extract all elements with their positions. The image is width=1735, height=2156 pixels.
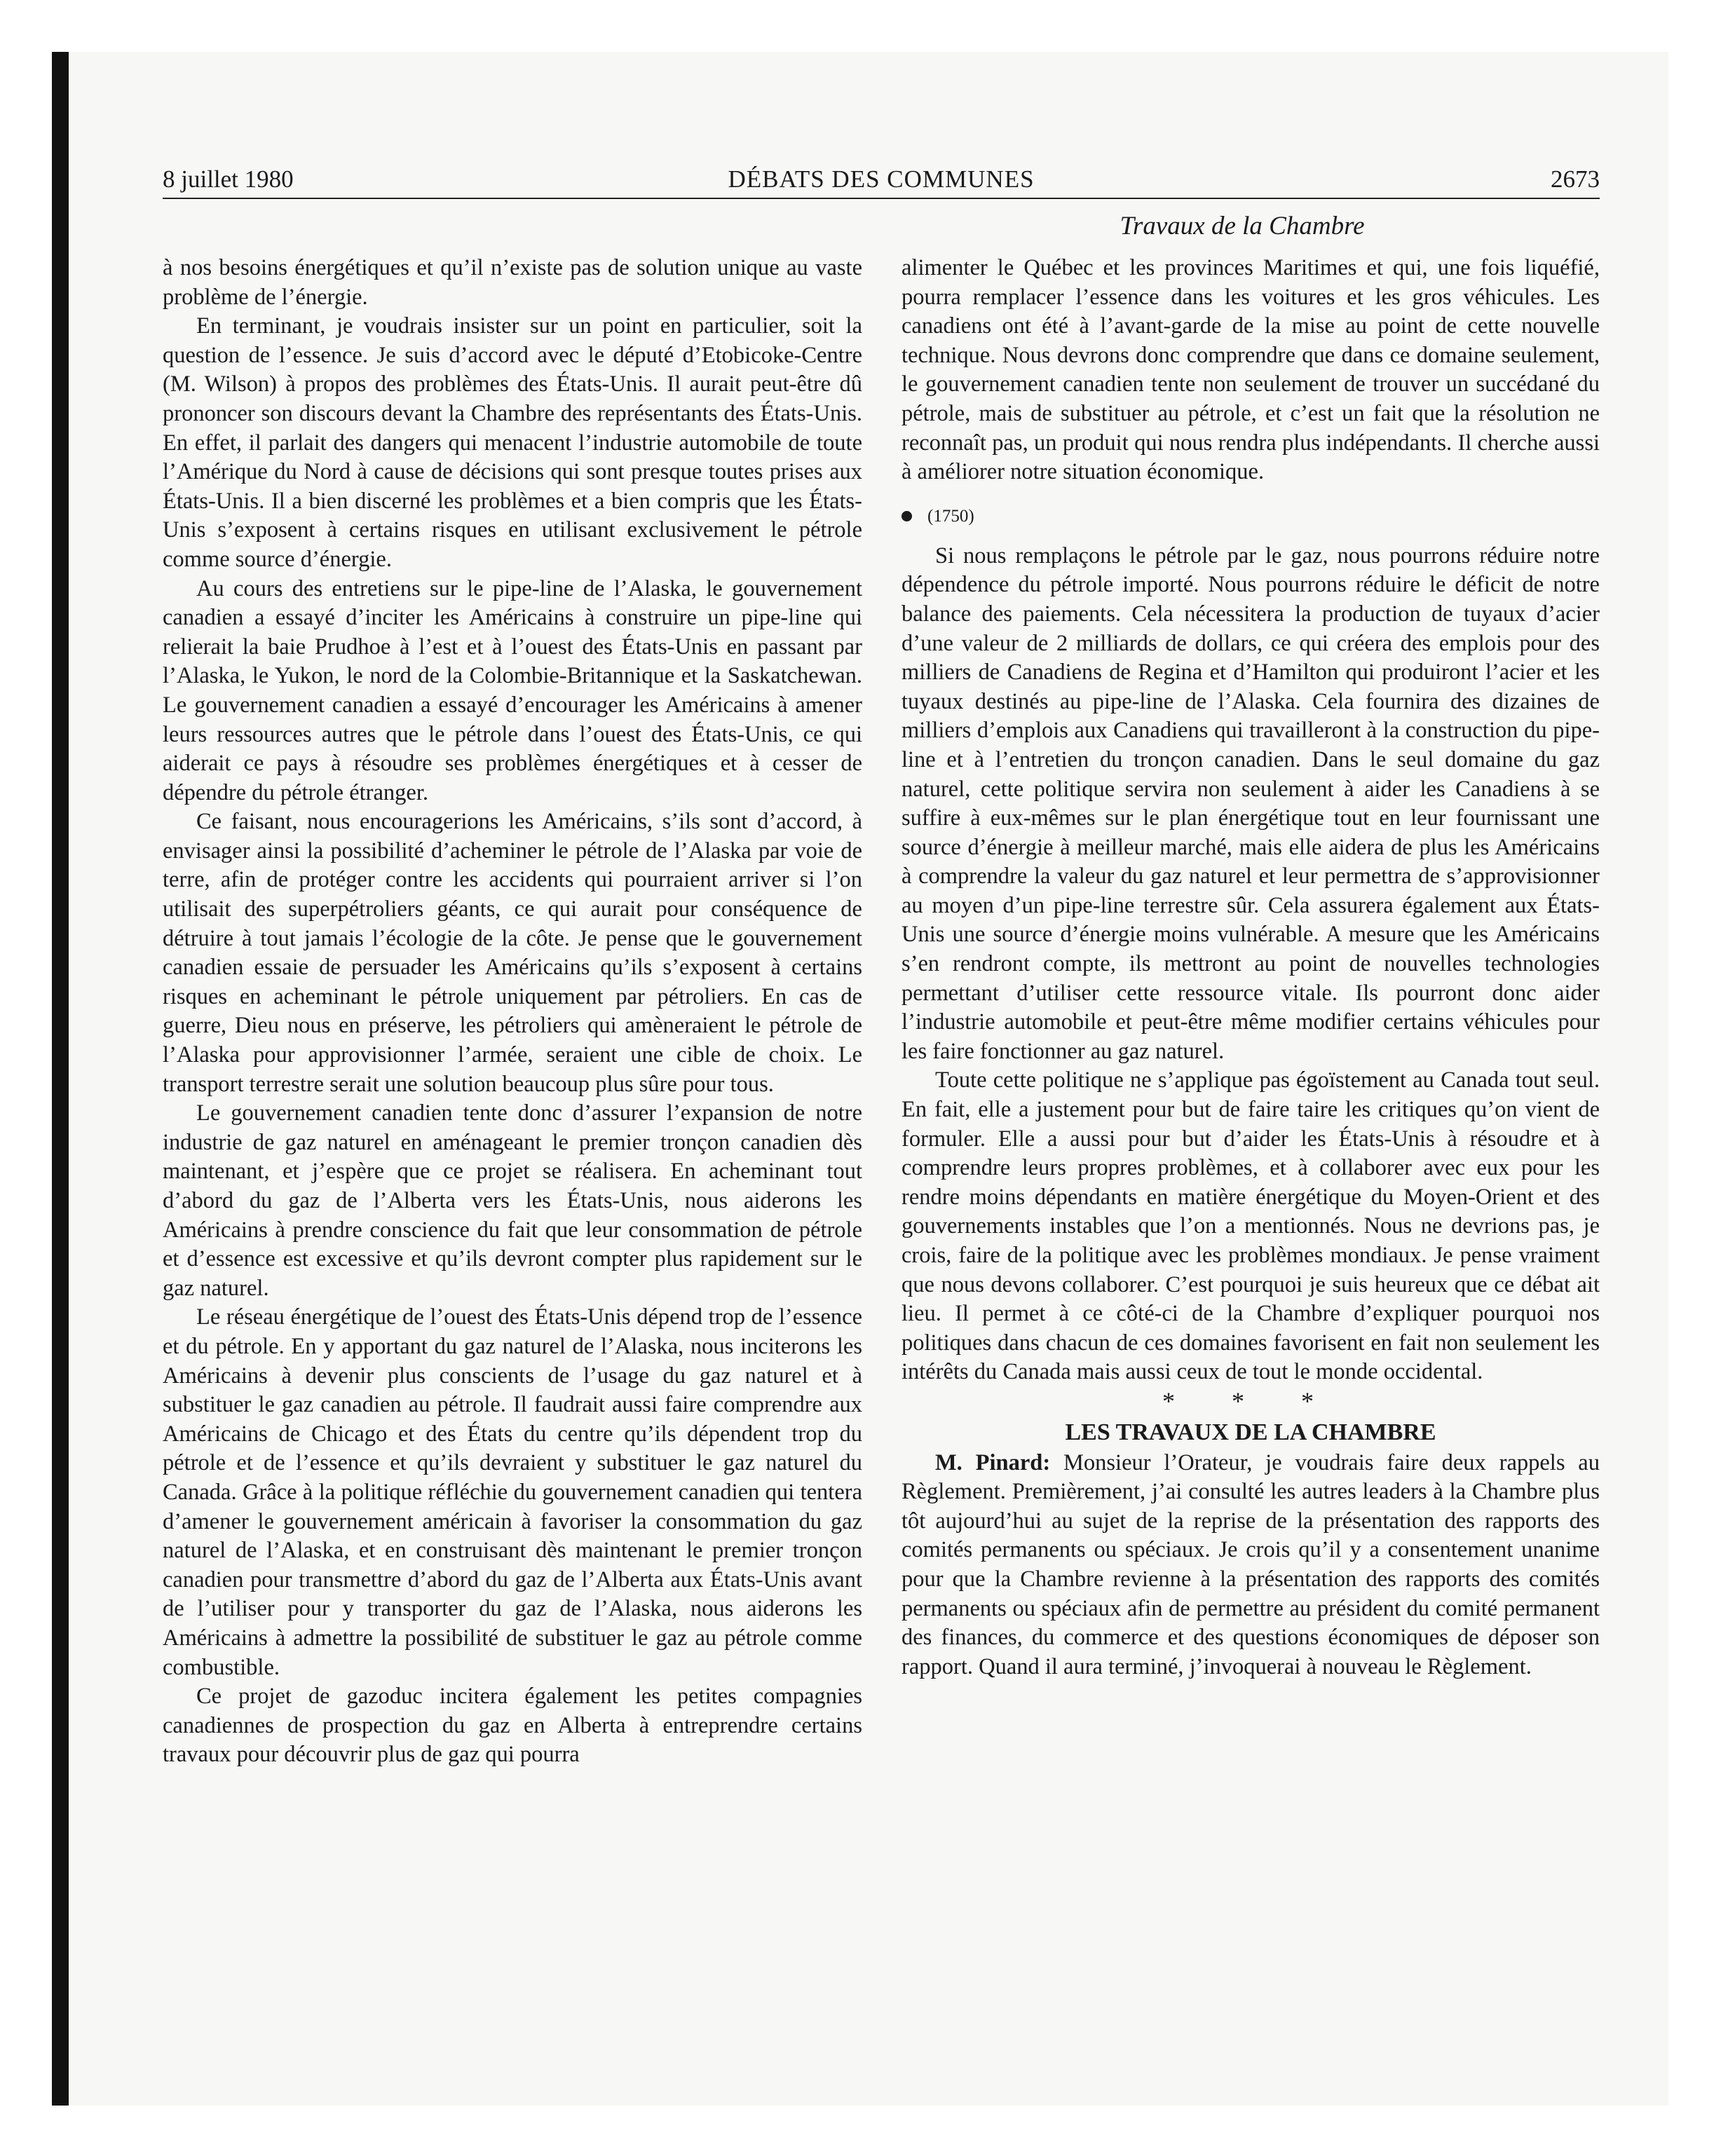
header-page-number: 2673 <box>1551 165 1600 193</box>
paragraph: Si nous remplaçons le pétrole par le gaz, nous pourrons réduire notre dépendence du pétrole importé. Nous pourrons réduire le déficit de notre balance des paiements. Cela nécessitera la production de tuyaux d’acier d’une valeur de 2 milliards de dollars, ce qui créera des emplois pour des milliers de Canadiens de Regina et d’Hamilton qui produiront l’acier et les tuyaux destinés au pipe-line de l’Alaska. Cela fournira des dizaines de milliers d’emplois aux Canadiens qui travailleront à la construction du pipe-line et à l’entretien du tronçon canadien. Dans le seul domaine du gaz naturel, cette politique servira non seulement à aider les Canadiens à se suffire à eux-mêmes sur le plan énergétique tout en leur fournissant une source d’énergie à meilleur marché, mais elle aidera de plus les Américains à comprendre la valeur du gaz naturel et leur permettra de s’approvisionner au moyen d’un pipe-line terrestre sûr. Cela assurera également aux États-Unis une source d’énergie moins vulnérable. A mesure que les Américains s’en rendront compte, ils mettront au point de nouvelles technologies permettant d’utiliser cette ressource vitale. Ils pourront donc aider l’industrie automobile et peut-être même modifier certains véhicules pour les faire fonctionner au gaz naturel. <box>901 543 1600 1064</box>
paragraph: En terminant, je voudrais insister sur un point en particulier, soit la question de l’essence. Je suis d’accord avec le député d’Etobicoke-Centre (M. Wilson) à propos des problèmes des États-Unis. Il aurait peut-être dû prononcer son discours devant la Chambre des représentants des États-Unis. En effet, il parlait des dangers qui menacent l’industrie automobile de toute l’Amérique du Nord à cause de décisions qui sont presque toutes prises aux États-Unis. Il a bien discerné les problèmes et a bien compris que les États-Unis s’exposent à certains risques en utilisant exclusivement le pétrole comme source d’énergie. <box>163 313 862 572</box>
header-date: 8 juillet 1980 <box>163 165 294 193</box>
speech-paragraph <box>901 1449 1600 1682</box>
time-marker <box>901 503 1600 531</box>
page-header <box>163 161 1600 198</box>
right-column <box>901 254 1600 1681</box>
section-heading: LES TRAVAUX DE LA CHAMBRE <box>1065 1419 1436 1445</box>
bullet-icon <box>901 511 912 521</box>
paragraph: alimenter le Québec et les provinces Maritimes et qui, une fois liquéfié, pourra remplacer l’essence dans les voitures et les gros véhicules. Les canadiens ont été à l’avant-garde de la mise au point de cette nouvelle technique. Nous devrons donc comprendre que dans ce domaine seulement, le gouvernement canadien tente non seulement de trouver un succédané du pétrole, mais de substituer au pétrole, et c’est un fait que la résolution ne reconnaît pas, un produit qui nous rendra plus indépendants. Il cherche aussi à améliorer notre situation économique. <box>901 255 1600 485</box>
time-marker-text: (1750) <box>927 506 974 526</box>
section-title: Travaux de la Chambre <box>1120 212 1365 240</box>
paragraph: Toute cette politique ne s’applique pas égoïstement au Canada tout seul. En fait, elle a justement pour but de faire taire les critiques qu’on vient de formuler. Elle a aussi pour but d’aider les États-Unis à résoudre et à comprendre leurs propres problèmes, et à collaborer avec eux pour les rendre moins dépendants en matière énergétique du Moyen-Orient et des gouvernements instables que l’on a mentionnés. Nous ne devrions pas, je crois, faire de la politique avec les problèmes mondiaux. Je pense vraiment que nous devons collaborer. C’est pourquoi je suis heureux que ce débat ait lieu. Il permet à ce côté-ci de la Chambre d’expliquer pourquoi nos politiques dans chacun de ces domaines favorisent en fait non seulement les intérêts du Canada mais aussi ceux de tout le monde occidental. <box>901 1067 1600 1385</box>
section-separator: * * * <box>1162 1386 1339 1415</box>
paragraph: à nos besoins énergétiques et qu’il n’existe pas de solution unique au vaste problème de l’énergie. <box>163 255 862 310</box>
speaker-name: M. Pinard: <box>935 1449 1051 1475</box>
binding-edge <box>52 52 69 2106</box>
speech-text: Monsieur l’Orateur, je voudrais faire deux rappels au Règlement. Premièrement, j’ai consulté les autres leaders à la Chambre plus tôt aujourd’hui au sujet de la reprise de la présentation des rapports des comités permanents ou spéciaux. Je crois qu’il y a consentement unanime pour que la Chambre revienne à la présentation des rapports des comités permanents ou spéciaux afin de permettre au président du comité permanent des finances, du commerce et des questions économiques de déposer son rapport. Quand il aura terminé, j’invoquerai à nouveau le Règlement. <box>901 1449 1600 1679</box>
left-column <box>163 254 862 1770</box>
paragraph: Ce faisant, nous encouragerions les Américains, s’ils sont d’accord, à envisager ainsi la possibilité d’acheminer le pétrole de l’Alaska par voie de terre, afin de protéger contre les accidents qui pourraient arriver si l’on utilisait des superpétroliers géants, ce qui aurait pour conséquence de détruire à tout jamais l’écologie de la côte. Je pense que le gouvernement canadien essaie de persuader les Américains qu’ils s’exposent à certains risques en acheminant le pétrole uniquement par pétroliers. En cas de guerre, Dieu nous en préserve, les pétroliers qui amèneraient le pétrole de l’Alaska pour approvisionner l’armée, seraient une cible de choix. Le transport terrestre serait une solution beaucoup plus sûre pour tous. <box>163 809 862 1097</box>
header-rule <box>163 198 1600 199</box>
paragraph: Ce projet de gazoduc incitera également les petites compagnies canadiennes de prospection du gaz en Alberta à entreprendre certains travaux pour découvrir plus de gaz qui pourra <box>163 1684 862 1768</box>
header-publication: DÉBATS DES COMMUNES <box>728 165 1035 193</box>
paragraph: Le réseau énergétique de l’ouest des États-Unis dépend trop de l’essence et du pétrole. En y apportant du gaz naturel de l’Alaska, nous inciterons les Américains à devenir plus conscients de l’usage du gaz naturel et à substituer le gaz canadien au pétrole. Il faudrait aussi faire comprendre aux Américains de Chicago et des États du centre qu’ils dépendent trop du pétrole et de l’essence et qu’ils devraient y substituer le gaz naturel du Canada. Grâce à la politique réfléchie du gouvernement canadien qui tentera d’amener le gouvernement américain à favoriser la consommation du gaz naturel de l’Alaska, et en construisant dès maintenant le premier tronçon canadien pour transmettre d’abord du gaz de l’Alberta aux États-Unis avant de l’utiliser pour y transporter du gaz de l’Alaska, nous aiderons les Américains à admettre la possibilité de substituer le gaz au pétrole comme combustible. <box>163 1304 862 1680</box>
paragraph: Au cours des entretiens sur le pipe-line de l’Alaska, le gouvernement canadien a essayé d’inciter les Américains à construire un pipe-line qui relierait la baie Prudhoe à l’est et à l’ouest des États-Unis en passant par l’Alaska, le Yukon, le nord de la Colombie-Britannique et la Saskatchewan. Le gouvernement canadien a essayé d’encourager les Américains à amener leurs ressources autres que le pétrole dans l’ouest des États-Unis, ce qui aiderait ce pays à résoudre ses problèmes énergétiques et à cesser de dépendre du pétrole étranger. <box>163 575 862 805</box>
paragraph: Le gouvernement canadien tente donc d’assurer l’expansion de notre industrie de gaz naturel en aménageant le premier tronçon canadien dès maintenant, et j’espère que ce projet se réalisera. En acheminant tout d’abord du gaz de l’Alberta vers les États-Unis, nous aiderons les Américains à prendre conscience du fait que leur consommation de pétrole et d’essence est excessive et qu’ils devront compter plus rapidement sur le gaz naturel. <box>163 1100 862 1301</box>
